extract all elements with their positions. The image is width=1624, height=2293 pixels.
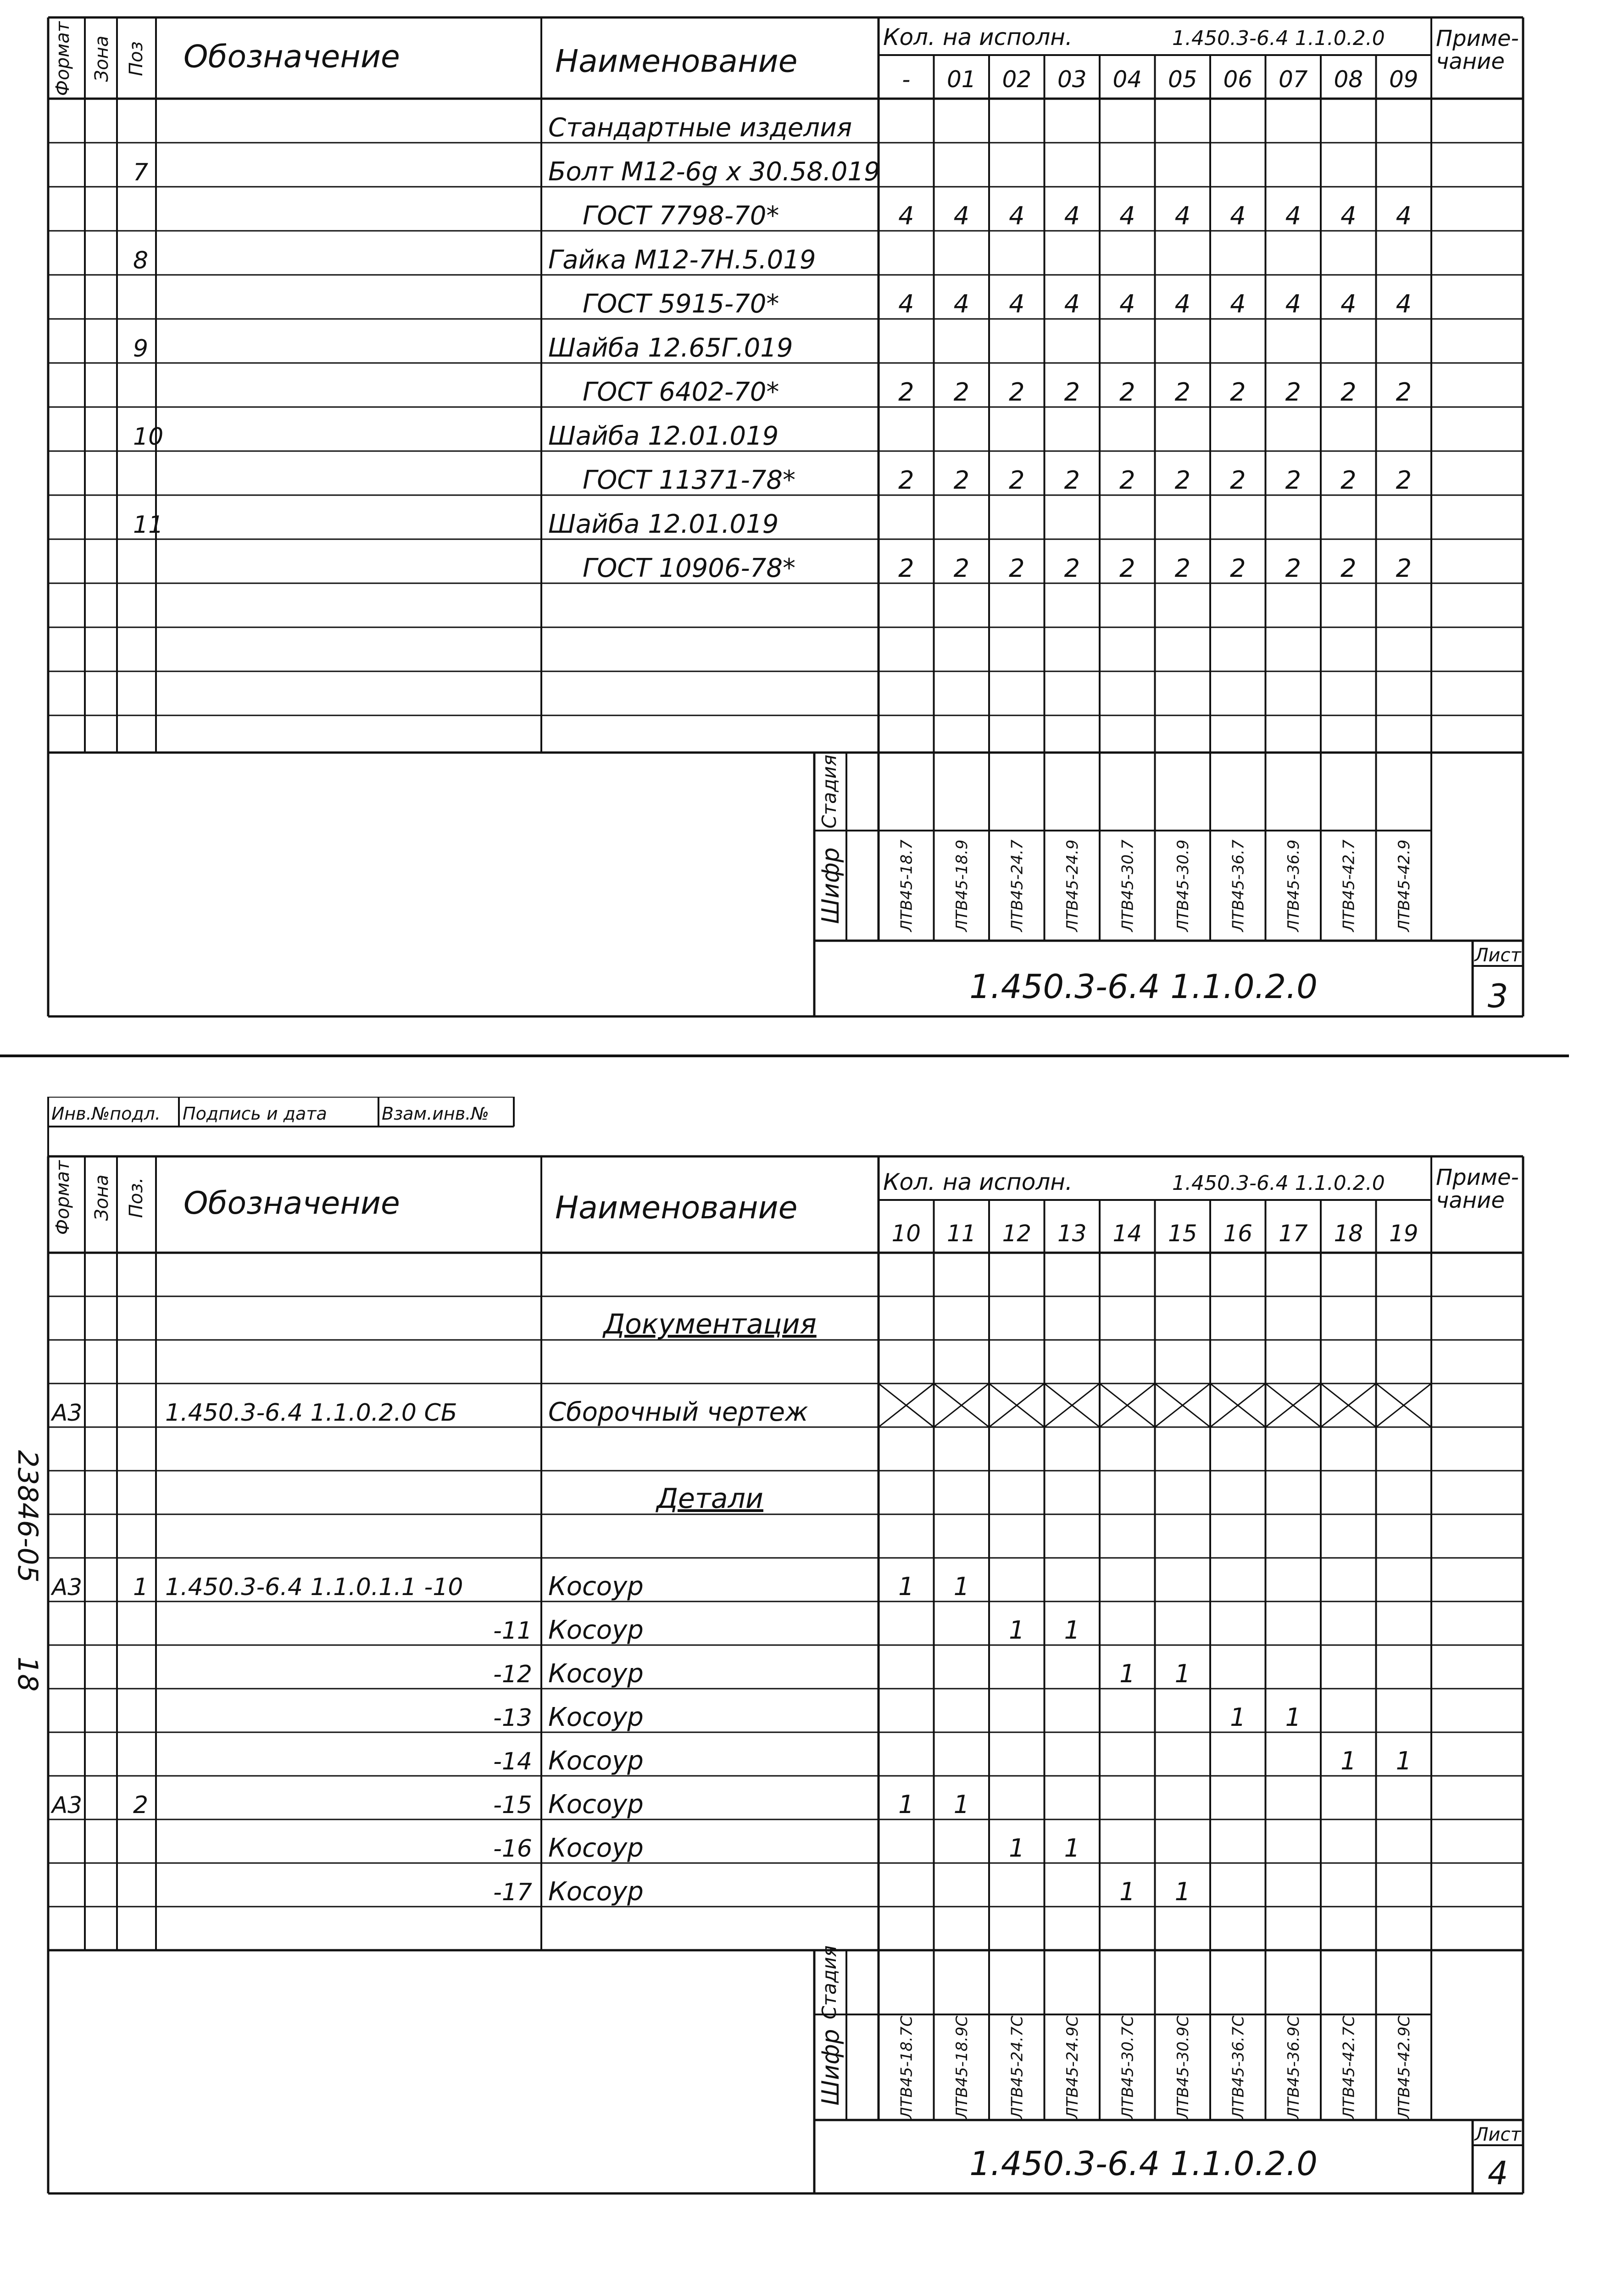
qty-value: 4 xyxy=(953,201,969,230)
qty-value: 2 xyxy=(1340,378,1357,407)
row-name: ГОСТ 10906-78* xyxy=(583,553,795,583)
qty-value: 2 xyxy=(1009,378,1025,407)
header-variant: 02 xyxy=(1002,66,1032,93)
qty-value: 4 xyxy=(1230,290,1246,318)
header-variant: 05 xyxy=(1168,66,1197,93)
header-variant: 06 xyxy=(1223,66,1253,93)
row-name: Сборочный чертеж xyxy=(548,1397,808,1427)
header-variant: 07 xyxy=(1278,66,1308,93)
header-qty-title: Кол. на исполн. xyxy=(883,1169,1073,1195)
row-name: ГОСТ 5915-70* xyxy=(583,289,779,319)
header-variant: 19 xyxy=(1389,1220,1418,1247)
sheet-separator xyxy=(0,1054,1569,1057)
cipher-value: ЛТВ45-30.7С xyxy=(1118,2015,1137,2119)
qty-value: 1 xyxy=(953,1572,969,1601)
cipher-label: Шифр xyxy=(817,2029,845,2106)
row-designation: 1.450.3-6.4 1.1.0.2.0 СБ xyxy=(165,1399,457,1427)
qty-value: 2 xyxy=(953,378,969,407)
qty-value: 2 xyxy=(1396,378,1412,407)
qty-value: 1 xyxy=(1230,1703,1246,1732)
cipher-label: Шифр xyxy=(817,847,845,924)
row-name: Стандартные изделия xyxy=(548,113,852,143)
cipher-value: ЛТВ45-42.7 xyxy=(1340,839,1358,932)
row-name: Косоур xyxy=(548,1615,644,1645)
header-qty-doc: 1.450.3-6.4 1.1.0.2.0 xyxy=(1172,27,1385,50)
sheet-label: Лист xyxy=(1474,945,1521,966)
qty-value: 4 xyxy=(1119,201,1135,230)
cipher-value: ЛТВ45-18.9 xyxy=(952,839,971,932)
cipher-value: ЛТВ45-18.9С xyxy=(952,2015,971,2119)
qty-value: 1 xyxy=(1009,1834,1025,1863)
qty-value: 2 xyxy=(1174,554,1190,583)
row-name: ГОСТ 11371-78* xyxy=(583,465,795,495)
qty-value: 1 xyxy=(1119,1659,1135,1688)
cipher-value: ЛТВ45-18.7С xyxy=(897,2015,916,2119)
cipher-value: ЛТВ45-42.9 xyxy=(1395,839,1413,932)
qty-value: 1 xyxy=(898,1572,914,1601)
cipher-value: ЛТВ45-36.7С xyxy=(1229,2015,1248,2119)
cipher-value: ЛТВ45-36.9 xyxy=(1284,839,1303,932)
qty-value: 2 xyxy=(1285,378,1301,407)
qty-value: 1 xyxy=(1174,1877,1190,1906)
qty-value: 1 xyxy=(1009,1616,1025,1645)
row-position: 10 xyxy=(133,423,164,451)
sheet-4 xyxy=(0,1097,1624,2198)
header-variant: 12 xyxy=(1002,1220,1032,1247)
row-format: А3 xyxy=(52,1792,83,1819)
header-designation: Обозначение xyxy=(184,39,400,75)
qty-value: 2 xyxy=(1174,378,1190,407)
qty-value: 2 xyxy=(1396,554,1412,583)
cipher-value: ЛТВ45-36.7 xyxy=(1229,839,1248,932)
header-format: Формат xyxy=(52,1160,73,1235)
row-position: 7 xyxy=(133,159,149,186)
qty-value: 1 xyxy=(1285,1703,1301,1732)
header-variant: 11 xyxy=(946,1220,976,1247)
qty-value: 4 xyxy=(1396,290,1412,318)
qty-value: 4 xyxy=(1174,290,1190,318)
row-name: Косоур xyxy=(548,1746,644,1776)
header-variant: 08 xyxy=(1334,66,1363,93)
row-name: Шайба 12.65Г.019 xyxy=(548,333,793,363)
cipher-value: ЛТВ45-24.9С xyxy=(1063,2015,1082,2119)
row-name: Косоур xyxy=(548,1659,644,1689)
qty-value: 2 xyxy=(1119,466,1135,495)
row-designation: -14 xyxy=(493,1748,532,1775)
header-note: чание xyxy=(1436,49,1505,74)
qty-value: 4 xyxy=(898,290,914,318)
qty-value: 2 xyxy=(1340,554,1357,583)
row-designation: -12 xyxy=(493,1661,532,1688)
row-designation: -15 xyxy=(493,1791,532,1819)
stamp-inv-label: Инв.№подл. xyxy=(51,1104,161,1124)
stage-label: Стадия xyxy=(818,754,840,829)
row-format: А3 xyxy=(52,1574,83,1601)
qty-value: 2 xyxy=(1009,466,1025,495)
header-note: Приме- xyxy=(1436,1165,1519,1190)
qty-value: 1 xyxy=(1174,1659,1190,1688)
qty-value: 2 xyxy=(1285,554,1301,583)
qty-value: 2 xyxy=(1064,378,1080,407)
qty-value: 2 xyxy=(1230,466,1246,495)
header-qty-title: Кол. на исполн. xyxy=(883,24,1073,50)
row-position: 9 xyxy=(133,335,149,363)
header-format: Формат xyxy=(52,21,73,96)
header-note: чание xyxy=(1436,1188,1505,1213)
header-zone: Зона xyxy=(91,35,112,82)
cipher-value: ЛТВ45-30.7 xyxy=(1118,839,1137,932)
row-name: Косоур xyxy=(548,1877,644,1907)
header-name: Наименование xyxy=(555,1190,798,1226)
sheet-label: Лист xyxy=(1474,2124,1521,2145)
qty-value: 4 xyxy=(1340,201,1357,230)
cipher-value: ЛТВ45-30.9С xyxy=(1174,2015,1192,2119)
qty-value: 4 xyxy=(1396,201,1412,230)
document-number: 1.450.3-6.4 1.1.0.2.0 xyxy=(969,2144,1318,2183)
header-variant: 16 xyxy=(1223,1220,1253,1247)
sheet-number: 4 xyxy=(1487,2154,1508,2192)
qty-value: 2 xyxy=(898,466,914,495)
header-variant: 17 xyxy=(1278,1220,1308,1247)
qty-value: 1 xyxy=(1064,1616,1080,1645)
document-number: 1.450.3-6.4 1.1.0.2.0 xyxy=(969,967,1318,1006)
header-variant: 13 xyxy=(1057,1220,1087,1247)
row-position: 8 xyxy=(133,247,149,274)
header-variant: 15 xyxy=(1168,1220,1197,1247)
stamp-sign-label: Подпись и дата xyxy=(183,1104,327,1124)
row-position: 2 xyxy=(133,1791,149,1819)
qty-value: 2 xyxy=(1064,554,1080,583)
header-qty-doc: 1.450.3-6.4 1.1.0.2.0 xyxy=(1172,1172,1385,1195)
cipher-value: ЛТВ45-24.7 xyxy=(1008,839,1027,932)
row-position: 11 xyxy=(133,511,164,539)
qty-value: 2 xyxy=(1119,378,1135,407)
qty-value: 4 xyxy=(1174,201,1190,230)
qty-value: 4 xyxy=(1230,201,1246,230)
stamp-repl-label: Взам.инв.№ xyxy=(382,1104,489,1124)
header-designation: Обозначение xyxy=(184,1185,400,1222)
qty-value: 2 xyxy=(1009,554,1025,583)
qty-value: 1 xyxy=(1064,1834,1080,1863)
section-heading: Детали xyxy=(656,1483,763,1515)
cipher-value: ЛТВ45-42.7С xyxy=(1340,2015,1358,2119)
row-name: Косоур xyxy=(548,1702,644,1732)
qty-value: 4 xyxy=(1064,290,1080,318)
row-designation: -17 xyxy=(493,1879,532,1906)
qty-value: 1 xyxy=(1340,1746,1357,1775)
cipher-value: ЛТВ45-24.7С xyxy=(1008,2015,1027,2119)
qty-value: 1 xyxy=(1119,1877,1135,1906)
qty-value: 2 xyxy=(1396,466,1412,495)
cipher-value: ЛТВ45-36.9С xyxy=(1284,2015,1303,2119)
qty-value: 2 xyxy=(1230,378,1246,407)
row-designation: -13 xyxy=(493,1704,532,1732)
qty-value: 2 xyxy=(1340,466,1357,495)
header-pos: Поз. xyxy=(126,1177,147,1218)
qty-value: 4 xyxy=(953,290,969,318)
row-name: Косоур xyxy=(548,1790,644,1819)
cipher-value: ЛТВ45-30.9 xyxy=(1174,839,1192,932)
qty-value: 1 xyxy=(898,1790,914,1819)
qty-value: 4 xyxy=(1009,290,1025,318)
row-name: Косоур xyxy=(548,1833,644,1863)
side-code-text: 23846-05 xyxy=(11,1450,44,1583)
qty-value: 1 xyxy=(1396,1746,1412,1775)
row-position: 1 xyxy=(133,1573,149,1601)
cipher-value: ЛТВ45-42.9С xyxy=(1395,2015,1413,2119)
row-designation: -11 xyxy=(493,1617,532,1645)
header-variant: 14 xyxy=(1112,1220,1142,1247)
qty-value: 4 xyxy=(898,201,914,230)
header-pos: Поз xyxy=(126,41,147,76)
row-name: Шайба 12.01.019 xyxy=(548,509,779,539)
header-variant: 01 xyxy=(946,66,976,93)
qty-value: 4 xyxy=(1340,290,1357,318)
qty-value: 1 xyxy=(953,1790,969,1819)
row-name: Шайба 12.01.019 xyxy=(548,421,779,451)
qty-value: 2 xyxy=(1174,466,1190,495)
qty-value: 2 xyxy=(898,554,914,583)
stage-label: Стадия xyxy=(818,1945,840,2020)
qty-value: 2 xyxy=(953,466,969,495)
qty-value: 2 xyxy=(1230,554,1246,583)
qty-value: 2 xyxy=(953,554,969,583)
header-variant: 09 xyxy=(1389,66,1418,93)
row-format: А3 xyxy=(52,1400,83,1426)
qty-value: 2 xyxy=(1119,554,1135,583)
header-name: Наименование xyxy=(555,43,798,80)
sheet-number: 3 xyxy=(1487,977,1508,1015)
cipher-value: ЛТВ45-24.9 xyxy=(1063,839,1082,932)
row-name: Болт М12-6g x 30.58.019 xyxy=(548,157,880,187)
side-archive-code xyxy=(0,1441,55,1698)
row-designation: -16 xyxy=(493,1835,532,1863)
side-page-text: 18 xyxy=(11,1657,44,1692)
qty-value: 4 xyxy=(1285,201,1301,230)
row-name: Гайка М12-7Н.5.019 xyxy=(548,245,816,275)
sheet-3 xyxy=(0,0,1624,1055)
qty-value: 4 xyxy=(1119,290,1135,318)
section-heading: Документация xyxy=(603,1308,817,1340)
row-name: ГОСТ 6402-70* xyxy=(583,377,779,407)
header-variant: 18 xyxy=(1334,1220,1363,1247)
header-variant: 04 xyxy=(1112,66,1142,93)
header-variant: - xyxy=(902,66,911,93)
header-variant: 10 xyxy=(891,1220,921,1247)
qty-value: 4 xyxy=(1064,201,1080,230)
qty-value: 4 xyxy=(1009,201,1025,230)
row-name: ГОСТ 7798-70* xyxy=(583,201,779,231)
header-variant: 03 xyxy=(1057,66,1087,93)
row-name: Косоур xyxy=(548,1572,644,1601)
qty-value: 2 xyxy=(1064,466,1080,495)
row-designation: 1.450.3-6.4 1.1.0.1.1 -10 xyxy=(165,1573,463,1601)
qty-value: 4 xyxy=(1285,290,1301,318)
qty-value: 2 xyxy=(898,378,914,407)
cipher-value: ЛТВ45-18.7 xyxy=(897,839,916,932)
qty-value: 2 xyxy=(1285,466,1301,495)
header-note: Приме- xyxy=(1436,26,1519,51)
header-zone: Зона xyxy=(91,1174,112,1221)
